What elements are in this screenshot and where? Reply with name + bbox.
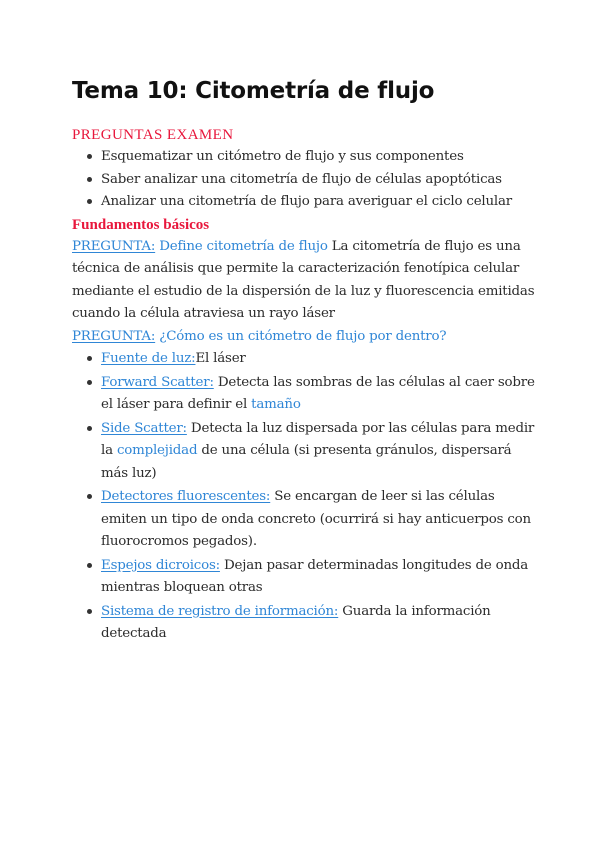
component-item bbox=[86, 555, 542, 600]
component-description-end: de una célula (si presenta gránulos, dispersará más luz) bbox=[101, 443, 512, 481]
page-title: Tema 10: Citometría de flujo bbox=[72, 78, 435, 104]
exam-questions-heading: PREGUNTAS EXAMEN bbox=[72, 127, 234, 143]
document-page bbox=[72, 70, 542, 647]
highlight-keyword: complejidad bbox=[116, 443, 198, 458]
component-term-link[interactable]: Forward Scatter: bbox=[101, 374, 214, 390]
component-description: Dejan pasar determinadas longitudes de onda mientras bloquean otras bbox=[101, 557, 529, 595]
question-inside bbox=[72, 326, 542, 349]
component-term-link[interactable]: Side Scatter: bbox=[101, 420, 187, 436]
component-term-link[interactable]: Detectores fluorescentes: bbox=[101, 489, 271, 504]
question-text: Define citometría de flujo bbox=[159, 238, 328, 254]
component-description: El láser bbox=[195, 351, 246, 366]
component-description: Guarda la información detectada bbox=[101, 603, 491, 641]
answer-text: La citometría de flujo es una técnica de análisis que permite la caracterización fenotípica celular mediante el estudio de la dispersión de la luz y fluorescencia emitidas cuando la célula atraviesa un rayo láser bbox=[72, 238, 535, 321]
question-definition bbox=[72, 236, 542, 326]
component-item bbox=[86, 348, 542, 371]
component-term-link[interactable]: Fuente de luz: bbox=[101, 351, 196, 366]
question-tag-link[interactable]: PREGUNTA: bbox=[72, 238, 156, 254]
fundamentals-heading: Fundamentos básicos bbox=[72, 216, 210, 233]
component-item bbox=[86, 486, 542, 554]
component-description: Detecta la luz dispersada por las células para medir la bbox=[101, 420, 535, 458]
highlight-keyword: tamaño bbox=[251, 397, 301, 412]
question-text: ¿Cómo es un citómetro de flujo por dentro? bbox=[159, 328, 447, 344]
exam-questions-list bbox=[72, 146, 542, 214]
list-item: Saber analizar una citometría de flujo de células apoptóticas bbox=[86, 169, 542, 192]
component-term-link[interactable]: Sistema de registro de información: bbox=[101, 603, 339, 619]
list-item: Analizar una citometría de flujo para averiguar el ciclo celular bbox=[86, 191, 542, 214]
component-item bbox=[86, 418, 542, 486]
component-item bbox=[86, 601, 542, 646]
question-tag-link[interactable]: PREGUNTA: bbox=[72, 328, 156, 344]
components-list bbox=[72, 348, 542, 646]
component-term-link[interactable]: Espejos dicroicos: bbox=[101, 557, 220, 573]
component-description: Se encargan de leer si las células emiten un tipo de onda concreto (ocurrirá si hay anticuerpos con fluorocromos pegados). bbox=[101, 489, 531, 549]
list-item: Esquematizar un citómetro de flujo y sus componentes bbox=[86, 146, 542, 169]
component-item bbox=[86, 372, 542, 417]
component-description: Detecta las sombras de las células al caer sobre el láser para definir el bbox=[101, 374, 535, 412]
